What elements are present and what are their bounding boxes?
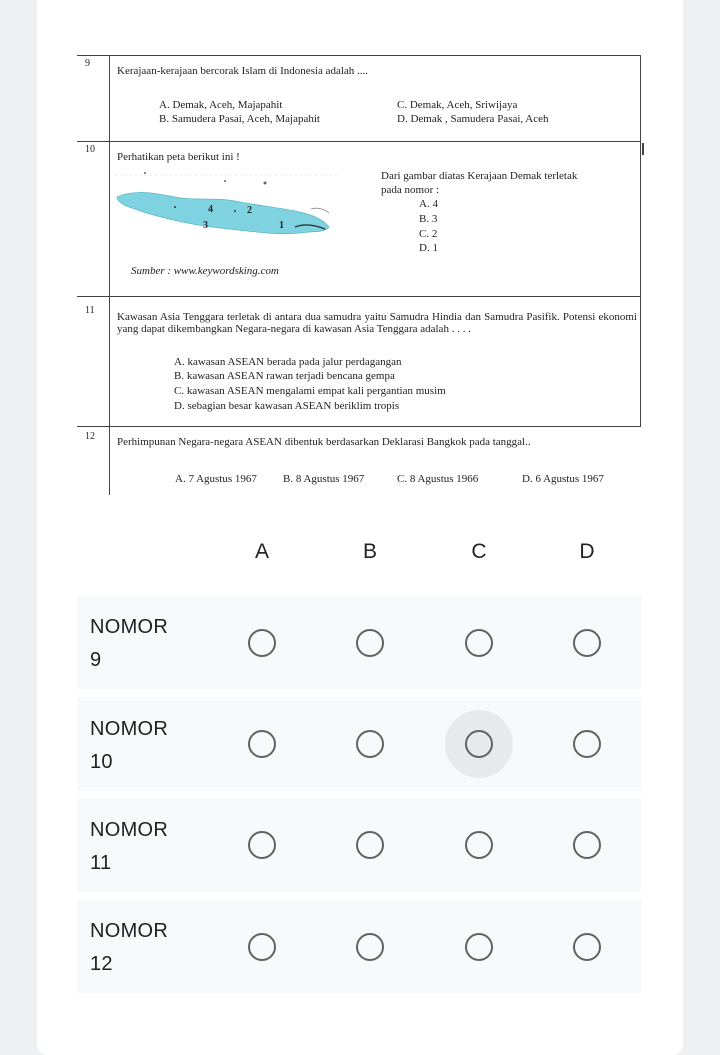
- question-number: 10: [85, 144, 95, 155]
- question-side-text: pada nomor :: [381, 184, 440, 196]
- table-line: [77, 296, 641, 297]
- radio-9-d[interactable]: [573, 629, 601, 657]
- row-label: [90, 915, 168, 981]
- radio-11-a[interactable]: [248, 831, 276, 859]
- radio-10-a[interactable]: [248, 730, 276, 758]
- option-b: B. 8 Agustus 1967: [283, 473, 365, 485]
- grid-row-10: [77, 697, 642, 791]
- map-label: 2: [247, 205, 252, 216]
- question-side-text: Dari gambar diatas Kerajaan Demak terletak: [381, 170, 578, 182]
- radio-12-c[interactable]: [465, 933, 493, 961]
- column-label-a: A: [254, 540, 269, 563]
- map-label: 3: [203, 220, 208, 231]
- question-number: 11: [85, 305, 95, 316]
- table-line: [642, 143, 644, 155]
- column-label-c: C: [471, 540, 487, 563]
- column-label-d: D: [579, 540, 595, 563]
- option-d: D. 1: [419, 242, 438, 254]
- option-a: A. kawasan ASEAN berada pada jalur perdagangan: [174, 356, 402, 368]
- radio-9-c[interactable]: [465, 629, 493, 657]
- row-label-line1: NOMOR: [90, 819, 169, 841]
- grid-row-9: [77, 595, 642, 689]
- column-label-b: B: [362, 540, 377, 563]
- option-d: D. Demak , Samudera Pasai, Aceh: [397, 113, 549, 125]
- row-label-line2: 10: [90, 751, 113, 773]
- question-text: Kawasan Asia Tenggara terletak di antara dua samudra yaitu Samudra Hindia dan Samudra Pasifik. Potensi ekonomi yang dapat dikembangkan Negara-negara di kawasan Asia Tenggara adalah . . . .: [117, 311, 637, 335]
- row-label-line2: 12: [90, 953, 113, 975]
- question-text: Perhimpunan Negara-negara ASEAN dibentuk berdasarkan Deklarasi Bangkok pada tanggal..: [117, 436, 531, 448]
- question-number: 9: [85, 58, 90, 69]
- question-text: Perhatikan peta berikut ini !: [117, 151, 240, 163]
- radio-11-c[interactable]: [465, 831, 493, 859]
- option-a: A. 4: [419, 198, 438, 210]
- grid-header: [0, 530, 720, 570]
- table-line: [77, 141, 641, 142]
- radio-10-d[interactable]: [573, 730, 601, 758]
- row-label: [90, 814, 168, 880]
- row-label: [90, 713, 168, 779]
- option-a: A. 7 Agustus 1967: [175, 473, 257, 485]
- option-c: C. Demak, Aceh, Sriwijaya: [397, 99, 518, 111]
- option-b: B. kawasan ASEAN rawan terjadi bencana gempa: [174, 370, 395, 382]
- java-map-image: [115, 167, 337, 255]
- option-c: C. kawasan ASEAN mengalami empat kali pergantian musim: [174, 385, 446, 397]
- row-label: [90, 611, 168, 677]
- radio-12-d[interactable]: [573, 933, 601, 961]
- question-image: [77, 55, 641, 495]
- table-line: [77, 426, 641, 427]
- option-c: C. 2: [419, 228, 438, 240]
- option-b: B. Samudera Pasai, Aceh, Majapahit: [159, 113, 320, 125]
- table-line: [109, 55, 110, 495]
- option-d: D. sebagian besar kawasan ASEAN beriklim tropis: [174, 400, 400, 412]
- row-label-line2: 11: [90, 852, 112, 874]
- row-label-line1: NOMOR: [90, 920, 169, 942]
- radio-12-a[interactable]: [248, 933, 276, 961]
- question-number: 12: [85, 431, 95, 442]
- map-label: 4: [208, 204, 213, 215]
- grid-row-12: [77, 899, 642, 993]
- radio-12-b[interactable]: [356, 933, 384, 961]
- radio-9-a[interactable]: [248, 629, 276, 657]
- map-source: Sumber : www.keywordsking.com: [131, 265, 279, 277]
- option-b: B. 3: [419, 213, 438, 225]
- radio-10-b[interactable]: [356, 730, 384, 758]
- table-line: [640, 55, 641, 427]
- option-c: C. 8 Agustus 1966: [397, 473, 479, 485]
- radio-11-d[interactable]: [573, 831, 601, 859]
- map-label: 1: [279, 220, 284, 231]
- row-label-line1: NOMOR: [90, 616, 169, 638]
- grid-row-11: [77, 798, 642, 892]
- option-a: A. Demak, Aceh, Majapahit: [159, 99, 283, 111]
- question-text: Kerajaan-kerajaan bercorak Islam di Indonesia adalah ....: [117, 65, 369, 77]
- table-line: [77, 55, 641, 56]
- radio-9-b[interactable]: [356, 629, 384, 657]
- row-label-line1: NOMOR: [90, 718, 169, 740]
- radio-10-c[interactable]: [465, 730, 493, 758]
- radio-11-b[interactable]: [356, 831, 384, 859]
- option-d: D. 6 Agustus 1967: [522, 473, 604, 485]
- row-label-line2: 9: [90, 649, 102, 671]
